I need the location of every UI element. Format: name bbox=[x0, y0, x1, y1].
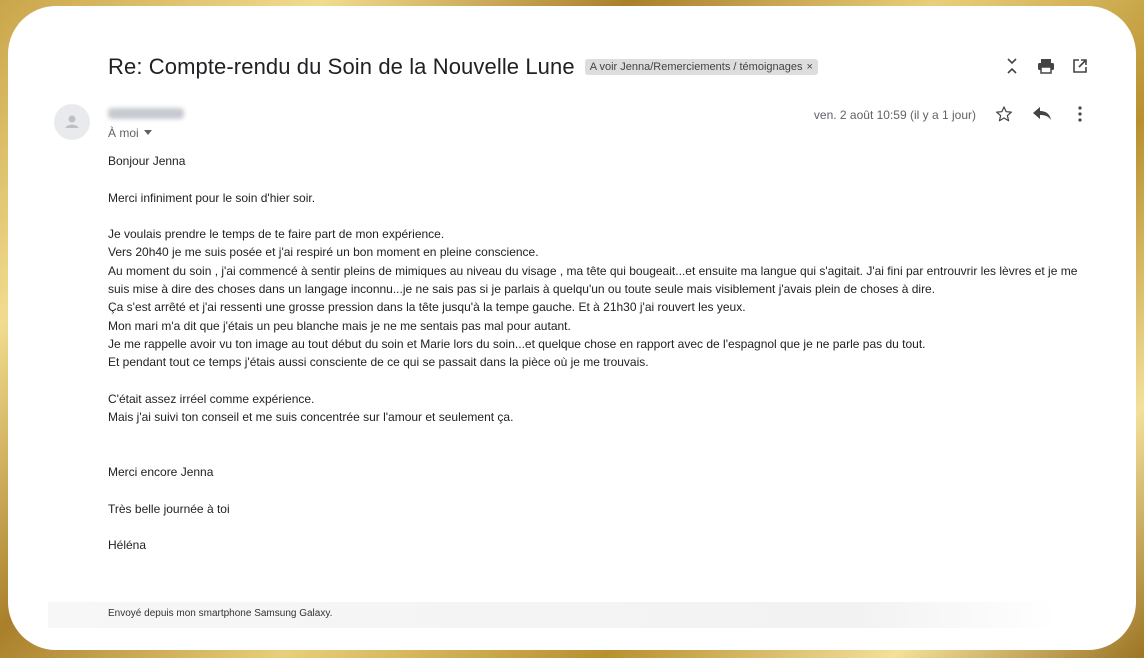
body-signature: Héléna bbox=[108, 538, 147, 553]
email-card bbox=[8, 6, 1136, 650]
body-line: Je voulais prendre le temps de te faire part de mon expérience. bbox=[108, 227, 445, 242]
subject-row bbox=[108, 54, 818, 80]
email-body bbox=[108, 152, 1098, 555]
print-icon[interactable] bbox=[1036, 56, 1056, 76]
recipient-details[interactable] bbox=[108, 126, 152, 140]
star-icon[interactable] bbox=[994, 104, 1014, 124]
reply-icon[interactable] bbox=[1032, 104, 1052, 124]
recipient-label: À moi bbox=[108, 126, 139, 140]
body-wish: Très belle journée à toi bbox=[108, 501, 230, 516]
body-line: Au moment du soin , j'ai commencé à sentir pleins de mimiques au niveau du visage , ma tête qui bougeait...et ensuite ma langue qui s'agitait. J'ai fini par entrouvrir les lèvres et je me suis mise à dire des choses dans un langage inconnu...je ne sais pas si je parlais à quelqu'un ou toute seule mais visiblement j'avais plein de choses à dire. bbox=[108, 263, 1078, 297]
body-thanks: Merci infiniment pour le soin d'hier soir. bbox=[108, 190, 316, 205]
thread-toolbar bbox=[1002, 56, 1090, 76]
email-subject: Re: Compte-rendu du Soin de la Nouvelle Lune bbox=[108, 54, 575, 79]
body-line: Ça s'est arrêté et j'ai ressenti une grosse pression dans la tête jusqu'à la tempe gauche. Et à 21h30 j'ai rouvert les yeux. bbox=[108, 300, 746, 315]
body-line: Et pendant tout ce temps j'étais aussi consciente de ce qui se passait dans la pièce où je me trouvais. bbox=[108, 355, 649, 370]
body-line: Mon mari m'a dit que j'étais un peu blanche mais je ne me sentais pas mal pour autant. bbox=[108, 318, 571, 333]
body-line: Vers 20h40 je me suis posée et j'ai respiré un bon moment en pleine conscience. bbox=[108, 245, 539, 260]
more-options-icon[interactable] bbox=[1070, 104, 1090, 124]
sender-name-redacted bbox=[108, 108, 184, 119]
person-icon bbox=[62, 112, 82, 132]
email-footer: Envoyé depuis mon smartphone Samsung Galaxy. bbox=[108, 608, 333, 619]
body-line: Je me rappelle avoir vu ton image au tout début du soin et Marie lors du soin...et quelque chose en rapport avec de l'espagnol que je ne parle pas du tout. bbox=[108, 336, 926, 351]
body-line: C'était assez irréel comme expérience. bbox=[108, 391, 315, 406]
body-line: Mais j'ai suivi ton conseil et me suis concentrée sur l'amour et seulement ça. bbox=[108, 410, 514, 425]
collapse-all-icon[interactable] bbox=[1002, 56, 1022, 76]
label-chip[interactable] bbox=[585, 59, 818, 75]
open-in-new-window-icon[interactable] bbox=[1070, 56, 1090, 76]
body-greeting: Bonjour Jenna bbox=[108, 154, 186, 168]
email-date: ven. 2 août 10:59 (il y a 1 jour) bbox=[813, 108, 976, 122]
body-closing: Merci encore Jenna bbox=[108, 465, 214, 480]
label-text: A voir Jenna/Remerciements / témoignages bbox=[589, 61, 803, 73]
message-actions bbox=[994, 104, 1090, 124]
remove-label-icon[interactable]: × bbox=[806, 61, 813, 73]
sender-avatar[interactable] bbox=[54, 104, 90, 140]
chevron-down-icon bbox=[144, 130, 152, 136]
